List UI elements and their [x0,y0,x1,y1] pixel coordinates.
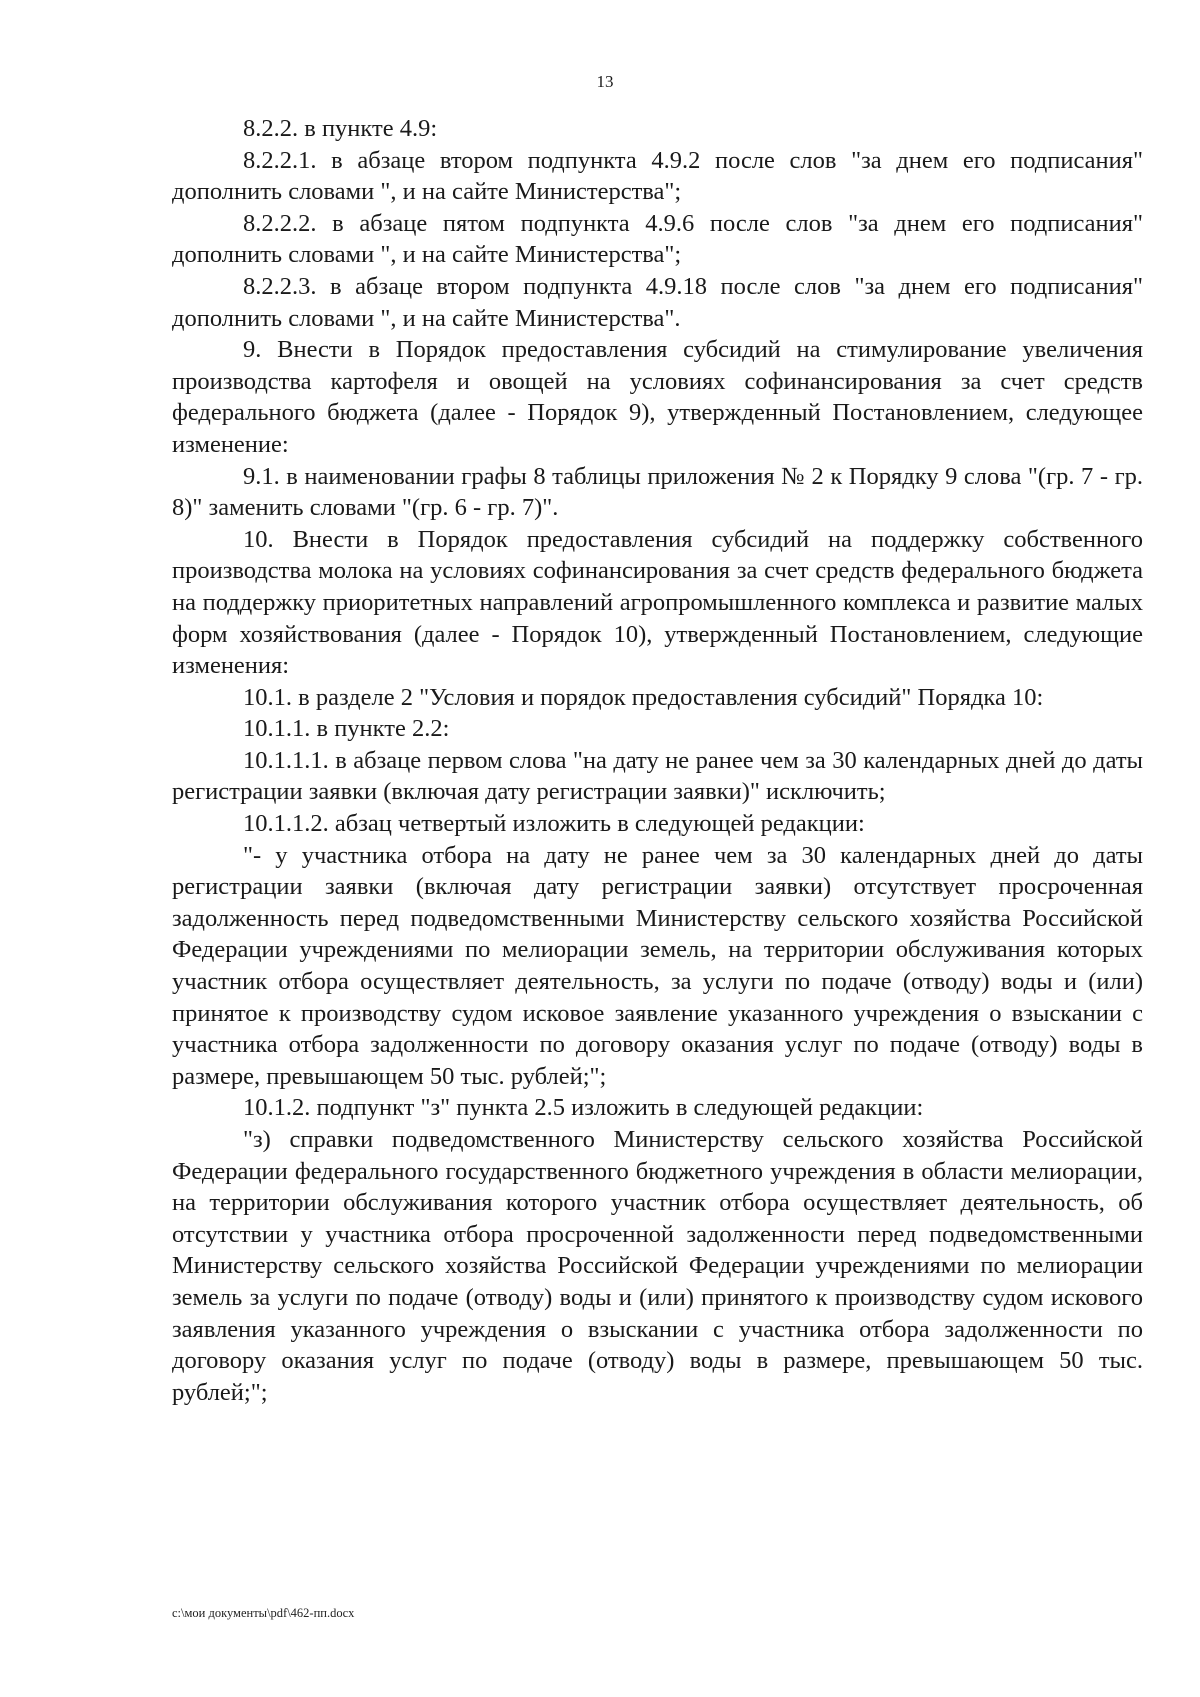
quoted-podpunkt-z-new-text: "з) справки подведомственного Министерству сельского хозяйства Российской Федерации федерального государственного бюджетного учреждения в области мелиорации, на территории обслуживания которого участник отбора осуществляет деятельность, об отсутствии у участника отбора просроченной задолженности перед подведомственными Министерству сельского хозяйства Российской Федерации учреждениями по мелиорации земель за услуги по подаче (отводу) воды и (или) принятого к производству судом искового заявления указанного учреждения о взыскании с участника отбора задолженности по договору оказания услуг по подаче (отводу) воды в размере, превышающем 50 тыс. рублей;"; [172,1126,1143,1406]
paragraph-10-1: 10.1. в разделе 2 "Условия и порядок предоставления субсидий" Порядка 10: [243,683,1044,711]
paragraph-10-1-1-1: 10.1.1.1. в абзаце первом слова "на дату не ранее чем за 30 календарных дней до даты регистрации заявки (включая дату регистрации заявки)" исключить; [172,746,1143,806]
paragraph-10-1-1-2: 10.1.1.2. абзац четвертый изложить в следующей редакции: [243,810,865,838]
paragraph-8-2-2-1: 8.2.2.1. в абзаце втором подпункта 4.9.2 после слов "за днем его подписания" дополнить словами ", и на сайте Министерства"; [172,146,1143,206]
paragraph-10-1-1: 10.1.1. в пункте 2.2: [243,715,450,743]
quoted-abzac-new-text: "- у участника отбора на дату не ранее чем за 30 календарных дней до даты регистрации заявки (включая дату регистрации заявки) отсутствует просроченная задолженность перед подведомственными Министерству сельского хозяйства Российской Федерации учреждениями по мелиорации земель, на территории обслуживания которых участник отбора осуществляет деятельность, за услуги по подаче (отводу) воды и (или) принятое к производству судом исковое заявление указанного учреждения о взыскании с участника отбора задолженности по договору оказания услуг по подаче (отводу) воды в размере, превышающем 50 тыс. рублей;"; [172,841,1143,1090]
page-number: 13 [596,72,614,91]
paragraph-8-2-2-3: 8.2.2.3. в абзаце втором подпункта 4.9.18 после слов "за днем его подписания" дополнить словами ", и на сайте Министерства". [172,272,1143,332]
paragraph-8-2-2-2: 8.2.2.2. в абзаце пятом подпункта 4.9.6 после слов "за днем его подписания" дополнить словами ", и на сайте Министерства"; [172,209,1143,269]
paragraph-10: 10. Внести в Порядок предоставления субсидий на поддержку собственного производства молока на условиях софинансирования за счет средств федерального бюджета на поддержку приоритетных направлений агропромышленного комплекса и развитие малых форм хозяйствования (далее - Порядок 10), утвержденный Постановлением, следующие изменения: [172,525,1143,680]
footer-file-path: c:\мои документы\pdf\462-пп.docx [172,1606,355,1620]
paragraph-9: 9. Внести в Порядок предоставления субсидий на стимулирование увеличения производства картофеля и овощей на условиях софинансирования за счет средств федерального бюджета (далее - Порядок 9), утвержденный Постановлением, следующее изменение: [172,336,1143,458]
document-body [172,113,1143,1408]
paragraph-8-2-2: 8.2.2. в пункте 4.9: [243,115,438,142]
paragraph-9-1: 9.1. в наименовании графы 8 таблицы приложения № 2 к Порядку 9 слова "(гр. 7 - гр. 8)" заменить словами "(гр. 6 - гр. 7)". [172,462,1143,522]
paragraph-10-1-2: 10.1.2. подпункт "з" пункта 2.5 изложить в следующей редакции: [243,1094,924,1122]
